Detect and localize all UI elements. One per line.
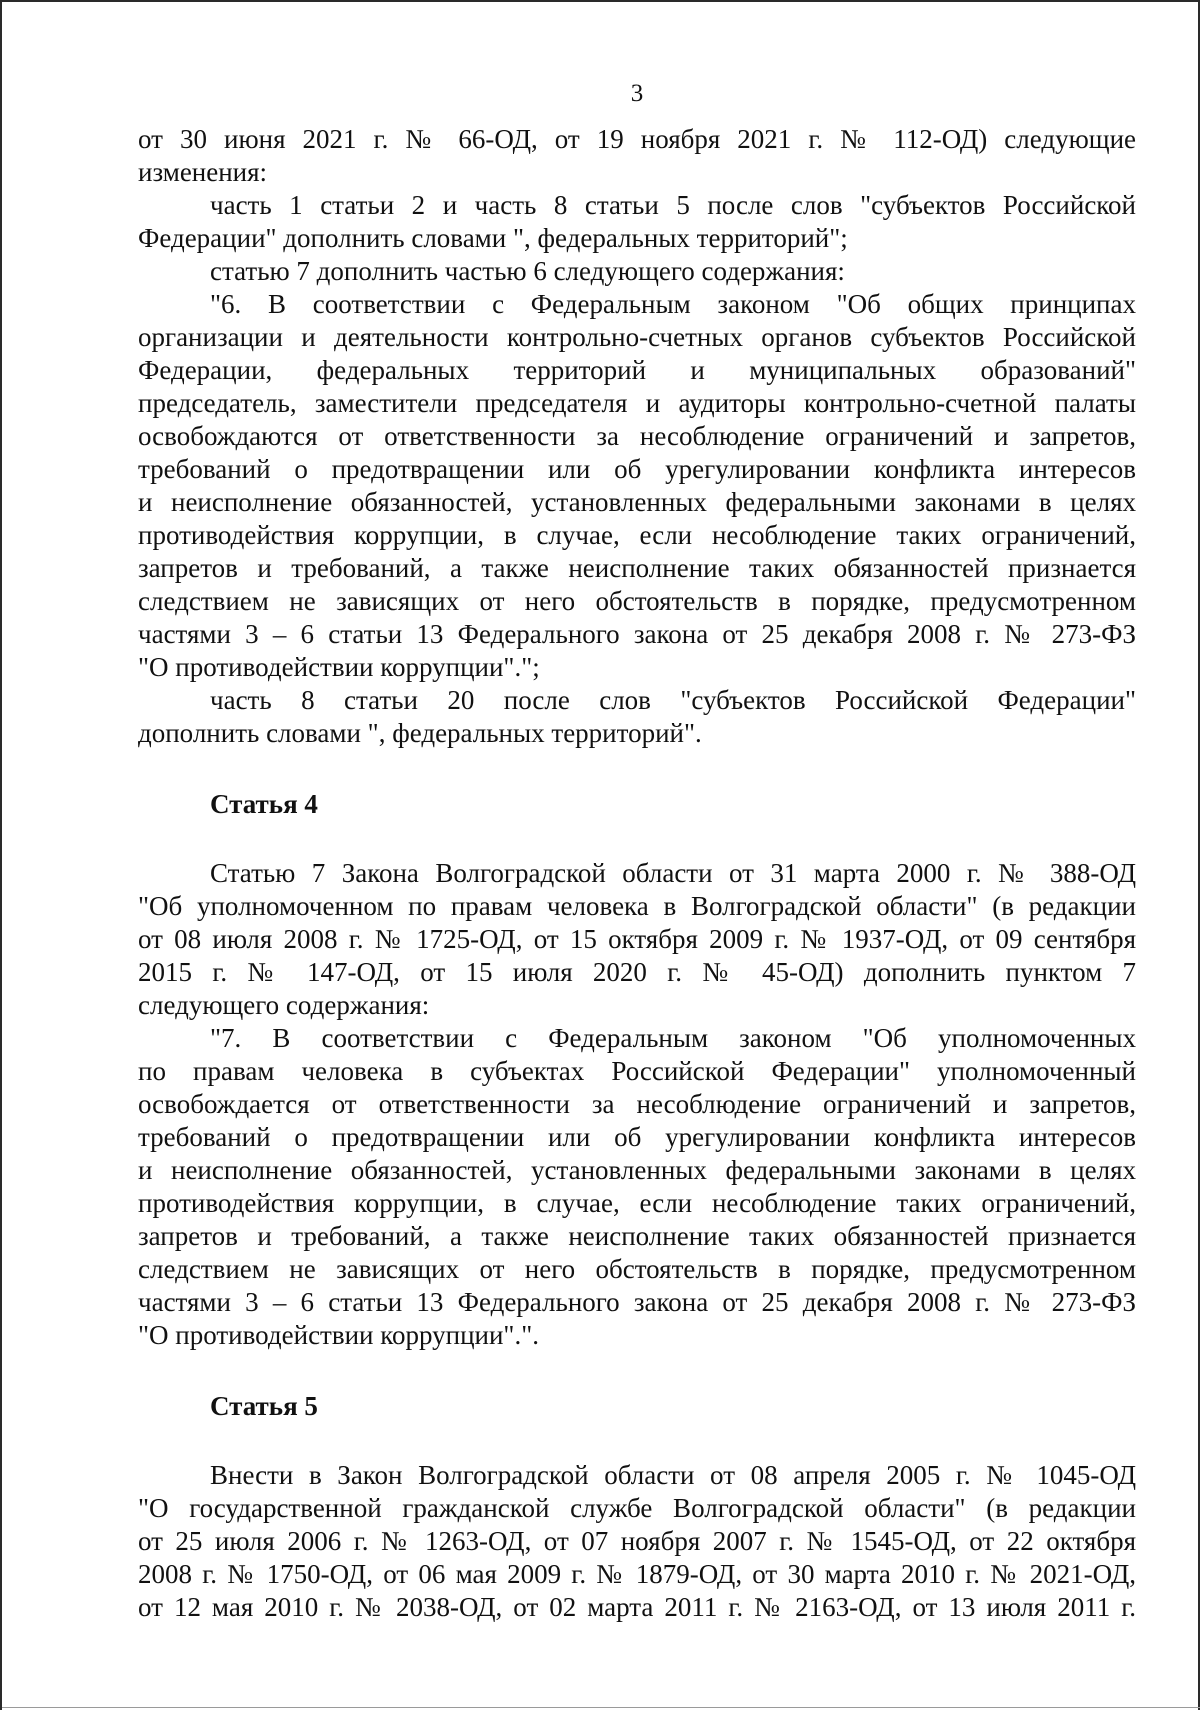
paragraph-line: противодействия коррупции, в случае, если несоблюдение таких ограничений, — [138, 520, 1136, 550]
paragraph-line: 2015 г. № 147-ОД, от 15 июля 2020 г. № 45-ОД) дополнить пунктом 7 — [138, 957, 1136, 987]
paragraph-line: следствием не зависящих от него обстоятельств в порядке, предусмотренном — [138, 1254, 1136, 1284]
bottom-edge-line — [2, 1707, 1200, 1708]
paragraph-line: дополнить словами ", федеральных территорий". — [138, 718, 702, 748]
paragraph-line: требований о предотвращении или об урегулировании конфликта интересов — [138, 1122, 1136, 1152]
paragraph-line: председатель, заместители председателя и аудиторы контрольно-счетной палаты — [138, 388, 1136, 418]
article-heading: Статья 4 — [210, 789, 318, 819]
paragraph-line: Внести в Закон Волгоградской области от 08 апреля 2005 г. № 1045-ОД — [210, 1460, 1136, 1490]
paragraph-line: следствием не зависящих от него обстоятельств в порядке, предусмотренном — [138, 586, 1136, 616]
article-heading: Статья 5 — [210, 1391, 318, 1421]
paragraph-line: и неисполнение обязанностей, установленных федеральными законами в целях — [138, 1155, 1136, 1185]
paragraph-line: требований о предотвращении или об урегулировании конфликта интересов — [138, 454, 1136, 484]
paragraph-line: от 12 мая 2010 г. № 2038-ОД, от 02 марта 2011 г. № 2163-ОД, от 13 июля 2011 г. — [138, 1592, 1136, 1622]
paragraph-spacer — [138, 821, 1136, 857]
paragraph-line: запретов и требований, а также неисполнение таких обязанностей признается — [138, 553, 1136, 583]
paragraph-line: запретов и требований, а также неисполнение таких обязанностей признается — [138, 1221, 1136, 1251]
page-number: 3 — [630, 80, 644, 107]
paragraph-line: частями 3 – 6 статьи 13 Федерального закона от 25 декабря 2008 г. № 273-ФЗ — [138, 619, 1136, 649]
paragraph-line: "О противодействии коррупции"."; — [138, 652, 540, 682]
document-body — [138, 123, 1136, 1624]
paragraph-line: по правам человека в субъектах Российской Федерации" уполномоченный — [138, 1056, 1136, 1086]
paragraph-spacer — [138, 750, 1136, 788]
paragraph-line: освобождается от ответственности за несоблюдение ограничений и запретов, — [138, 1089, 1136, 1119]
paragraph-line: статью 7 дополнить частью 6 следующего содержания: — [210, 256, 845, 286]
paragraph-spacer — [138, 1423, 1136, 1459]
paragraph-line: от 30 июня 2021 г. № 66-ОД, от 19 ноября 2021 г. № 112-ОД) следующие — [138, 124, 1136, 154]
paragraph-line: и неисполнение обязанностей, установленных федеральными законами в целях — [138, 487, 1136, 517]
paragraph-line: 2008 г. № 1750-ОД, от 06 мая 2009 г. № 1879-ОД, от 30 марта 2010 г. № 2021-ОД, — [138, 1559, 1136, 1589]
paragraph-line: Федерации, федеральных территорий и муниципальных образований" — [138, 355, 1136, 385]
paragraph-line: частями 3 – 6 статьи 13 Федерального закона от 25 декабря 2008 г. № 273-ФЗ — [138, 1287, 1136, 1317]
paragraph-line: "Об уполномоченном по правам человека в Волгоградской области" (в редакции — [138, 891, 1136, 921]
paragraph-line: следующего содержания: — [138, 990, 430, 1020]
paragraph-line: часть 1 статьи 2 и часть 8 статьи 5 после слов "субъектов Российской — [210, 190, 1136, 220]
paragraph-line: Статью 7 Закона Волгоградской области от 31 марта 2000 г. № 388-ОД — [210, 858, 1136, 888]
paragraph-line: "О государственной гражданской службе Волгоградской области" (в редакции — [138, 1493, 1136, 1523]
paragraph-line: Федерации" дополнить словами ", федеральных территорий"; — [138, 223, 848, 253]
paragraph-line: освобождаются от ответственности за несоблюдение ограничений и запретов, — [138, 421, 1136, 451]
paragraph-line: "6. В соответствии с Федеральным законом "Об общих принципах — [210, 289, 1136, 319]
paragraph-line: от 08 июля 2008 г. № 1725-ОД, от 15 октября 2009 г. № 1937-ОД, от 09 сентября — [138, 924, 1136, 954]
paragraph-line: "О противодействии коррупции".". — [138, 1320, 539, 1350]
paragraph-line: от 25 июля 2006 г. № 1263-ОД, от 07 ноября 2007 г. № 1545-ОД, от 22 октября — [138, 1526, 1136, 1556]
paragraph-line: изменения: — [138, 157, 268, 187]
paragraph-line: противодействия коррупции, в случае, если несоблюдение таких ограничений, — [138, 1188, 1136, 1218]
paragraph-spacer — [138, 1352, 1136, 1390]
paragraph-line: организации и деятельности контрольно-счетных органов субъектов Российской — [138, 322, 1136, 352]
paragraph-line: часть 8 статьи 20 после слов "субъектов Российской Федерации" — [210, 685, 1136, 715]
paragraph-line: "7. В соответствии с Федеральным законом "Об уполномоченных — [210, 1023, 1136, 1053]
